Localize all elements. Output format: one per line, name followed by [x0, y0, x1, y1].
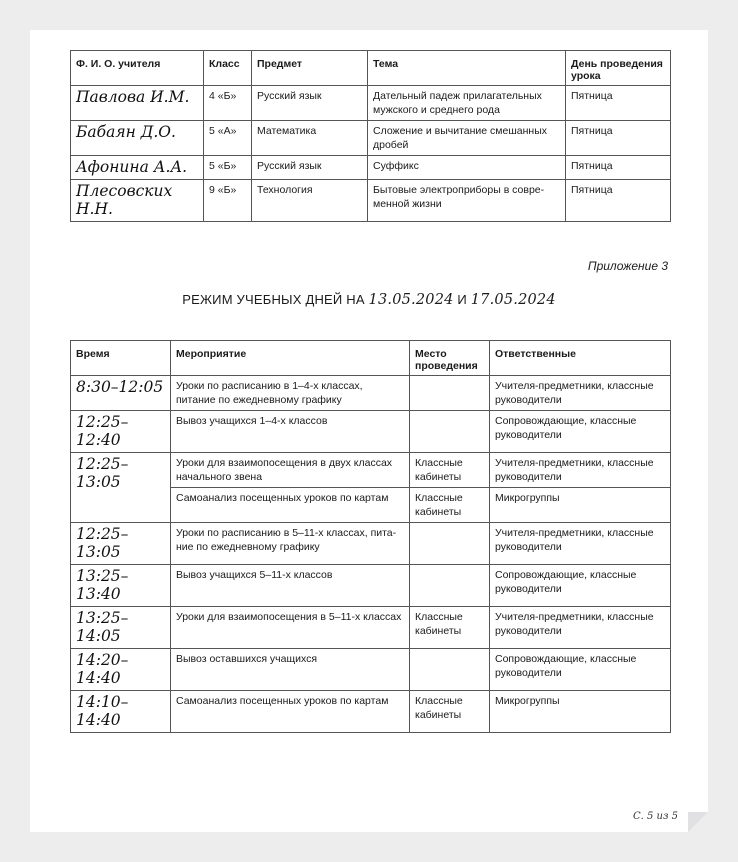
- time-cell: 14:20–14:40: [71, 649, 171, 691]
- table-row: [71, 523, 671, 565]
- column-header-responsible: Ответственные: [490, 341, 671, 376]
- event-cell: Уроки для взаимопосещения в двух классах начального звена: [171, 453, 410, 488]
- schedule-title: [30, 292, 708, 308]
- location-cell: Классные кабинеты: [410, 453, 490, 488]
- table-header-row: [71, 51, 671, 86]
- schedule-table: [70, 340, 671, 733]
- teacher-name: Плесовских Н.Н.: [71, 180, 204, 222]
- table-row: [71, 156, 671, 180]
- column-header-day: День проведения урока: [566, 51, 671, 86]
- topic-cell: Суффикс: [368, 156, 566, 180]
- time-cell: 12:25–13:05: [71, 453, 171, 523]
- column-header-location: Место проведения: [410, 341, 490, 376]
- day-cell: Пятница: [566, 180, 671, 222]
- class-cell: 5 «А»: [204, 121, 252, 156]
- class-cell: 9 «Б»: [204, 180, 252, 222]
- column-header-subject: Предмет: [252, 51, 368, 86]
- appendix-label: Приложение 3: [587, 259, 668, 273]
- location-cell: [410, 411, 490, 453]
- subject-cell: Русский язык: [252, 156, 368, 180]
- responsible-cell: Микрогруппы: [490, 691, 671, 733]
- title-conjunction: И: [457, 292, 467, 307]
- responsible-cell: Учителя-предметники, классные руководители: [490, 523, 671, 565]
- document-page: [30, 30, 708, 832]
- teacher-name: Павлова И.М.: [71, 86, 204, 121]
- page-number: С. 5 из 5: [633, 811, 678, 822]
- class-cell: 5 «Б»: [204, 156, 252, 180]
- table-row: [71, 411, 671, 453]
- location-cell: Классные кабинеты: [410, 691, 490, 733]
- event-cell: Уроки по расписанию в 1–4-х классах, питание по ежедневному графику: [171, 376, 410, 411]
- responsible-cell: Учителя-предметники, классные руководители: [490, 376, 671, 411]
- location-cell: [410, 523, 490, 565]
- event-cell: Уроки по расписанию в 5–11-х классах, пита-ние по ежедневному графику: [171, 523, 410, 565]
- topic-cell: Сложение и вычитание смешанных дробей: [368, 121, 566, 156]
- event-cell: Самоанализ посещенных уроков по картам: [171, 691, 410, 733]
- title-prefix: РЕЖИМ УЧЕБНЫХ ДНЕЙ НА: [182, 292, 365, 307]
- subject-cell: Математика: [252, 121, 368, 156]
- subject-cell: Русский язык: [252, 86, 368, 121]
- table-row: [71, 565, 671, 607]
- event-cell: Вывоз оставшихся учащихся: [171, 649, 410, 691]
- column-header-event: Мероприятие: [171, 341, 410, 376]
- time-cell: 14:10–14:40: [71, 691, 171, 733]
- table-row: [71, 180, 671, 222]
- table-row: [71, 121, 671, 156]
- table-row: [71, 86, 671, 121]
- table-header-row: [71, 341, 671, 376]
- table-row: [71, 649, 671, 691]
- location-cell: Классные кабинеты: [410, 607, 490, 649]
- responsible-cell: Сопровождающие, классные руководители: [490, 565, 671, 607]
- class-cell: 4 «Б»: [204, 86, 252, 121]
- teacher-name: Афонина А.А.: [71, 156, 204, 180]
- time-cell: 12:25–12:40: [71, 411, 171, 453]
- time-cell: 13:25–13:40: [71, 565, 171, 607]
- responsible-cell: Учителя-предметники, классные руководители: [490, 607, 671, 649]
- location-cell: [410, 649, 490, 691]
- topic-cell: Бытовые электроприборы в совре-менной жизни: [368, 180, 566, 222]
- event-cell: Вывоз учащихся 5–11-х классов: [171, 565, 410, 607]
- event-cell: Вывоз учащихся 1–4-х классов: [171, 411, 410, 453]
- location-cell: [410, 565, 490, 607]
- column-header-time: Время: [71, 341, 171, 376]
- location-cell: [410, 376, 490, 411]
- column-header-class: Класс: [204, 51, 252, 86]
- subject-cell: Технология: [252, 180, 368, 222]
- table-row: [71, 691, 671, 733]
- responsible-cell: Микрогруппы: [490, 488, 671, 523]
- responsible-cell: Сопровождающие, классные руководители: [490, 411, 671, 453]
- day-cell: Пятница: [566, 121, 671, 156]
- title-date-2: 17.05.2024: [470, 292, 556, 308]
- column-header-topic: Тема: [368, 51, 566, 86]
- page-corner-fold: [688, 812, 708, 832]
- day-cell: Пятница: [566, 86, 671, 121]
- table-row: [71, 453, 671, 488]
- column-header-teacher: Ф. И. О. учителя: [71, 51, 204, 86]
- responsible-cell: Сопровождающие, классные руководители: [490, 649, 671, 691]
- location-cell: Классные кабинеты: [410, 488, 490, 523]
- time-cell: 13:25–14:05: [71, 607, 171, 649]
- teachers-table: [70, 50, 671, 222]
- title-date-1: 13.05.2024: [368, 292, 454, 308]
- event-cell: Уроки для взаимопосещения в 5–11-х классах: [171, 607, 410, 649]
- time-cell: 8:30–12:05: [71, 376, 171, 411]
- table-row: [71, 607, 671, 649]
- table-row: [71, 376, 671, 411]
- responsible-cell: Учителя-предметники, классные руководители: [490, 453, 671, 488]
- teacher-name: Бабаян Д.О.: [71, 121, 204, 156]
- day-cell: Пятница: [566, 156, 671, 180]
- time-cell: 12:25–13:05: [71, 523, 171, 565]
- event-cell: Самоанализ посещенных уроков по картам: [171, 488, 410, 523]
- topic-cell: Дательный падеж прилагательных мужского и среднего рода: [368, 86, 566, 121]
